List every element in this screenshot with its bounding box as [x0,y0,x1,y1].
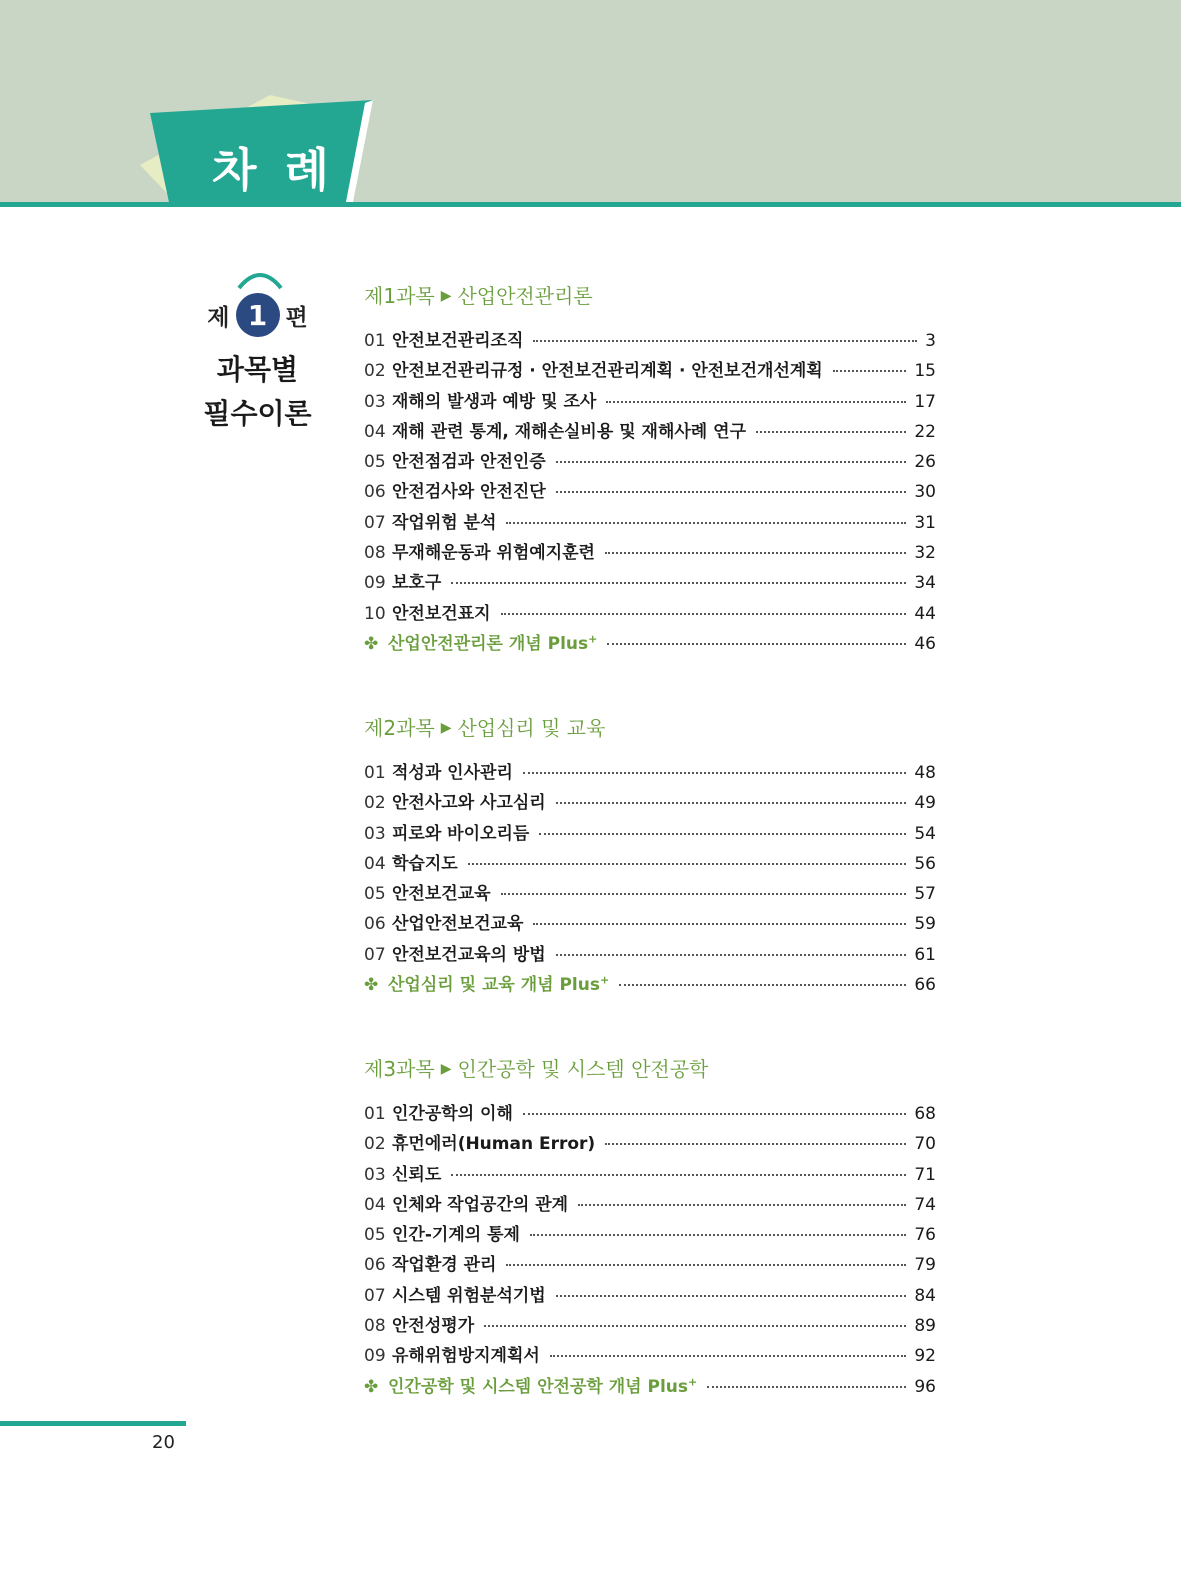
dot-leader [533,923,906,925]
dot-leader [533,340,917,342]
page-title: 차 례 [212,143,335,197]
toc-entry[interactable] [364,758,936,788]
subject-label: 제1과목 [364,284,435,308]
plus-superscript: + [588,632,598,646]
toc-entry[interactable] [364,788,936,818]
clover-icon: ✤ [364,1376,379,1397]
entry-page: 66 [914,975,936,996]
dot-leader [556,461,907,463]
dot-leader [530,1234,906,1236]
entry-page: 31 [914,512,936,533]
entry-number: 05 [364,452,386,473]
plus-label: 산업안전관리론 개념 Plus [388,633,589,654]
entry-number: 06 [364,1255,386,1276]
entry-number: 03 [364,1164,386,1185]
entry-page: 44 [914,603,936,624]
entry-page: 34 [914,573,936,594]
entry-number: 05 [364,884,386,905]
entry-page: 32 [914,543,936,564]
toc-entry-plus[interactable] [364,1372,936,1402]
entry-label: 인체와 작업공간의 관계 [392,1194,569,1215]
entry-page: 15 [914,361,936,382]
triangle-right-icon: ▶ [440,1061,452,1077]
entry-number: 02 [364,793,386,814]
toc-entry[interactable] [364,879,936,909]
entry-label: 안전사고와 사고심리 [392,793,546,814]
entry-label: 작업환경 관리 [392,1255,497,1276]
dot-leader [506,522,906,524]
toc-list [364,326,936,659]
entry-label: 학습지도 [392,853,458,874]
entry-number: 01 [364,1104,386,1124]
toc-section-2 [364,712,936,1000]
toc-entry-plus[interactable] [364,970,936,1000]
triangle-right-icon: ▶ [440,720,452,736]
entry-page: 70 [914,1134,936,1155]
entry-label: 안전보건표지 [392,603,491,624]
entry-number: 07 [364,944,386,965]
entry-number: 08 [364,1316,386,1337]
entry-number: 03 [364,391,386,412]
subject-name: 인간공학 및 시스템 안전공학 [457,1057,709,1081]
toc-section-1 [364,280,936,659]
subject-name: 산업심리 및 교육 [457,716,606,740]
dot-leader [707,1386,906,1388]
toc-entry[interactable] [364,387,936,417]
toc-entry[interactable] [364,1129,936,1159]
header-divider [0,202,1181,207]
entry-page: 56 [914,853,936,874]
entry-page: 84 [914,1285,936,1306]
toc-entry[interactable] [364,1190,936,1220]
entry-label: 안전보건교육 [392,884,491,905]
entry-number: 05 [364,1225,386,1246]
clover-icon: ✤ [364,633,379,654]
toc-entry[interactable] [364,326,936,356]
entry-number: 09 [364,573,386,594]
plus-superscript: + [599,973,610,987]
entry-page: 71 [914,1164,936,1185]
dot-leader [607,643,906,645]
entry-label: 보호구 [392,573,442,594]
entry-number: 09 [364,1346,386,1367]
part-title-line2: 필수이론 [203,397,312,430]
entry-label: 안전보건관리조직 [392,331,524,351]
dot-leader [556,954,907,956]
entry-page: 46 [914,633,936,654]
entry-label: 작업위험 분석 [392,512,497,533]
toc-entry[interactable] [364,356,936,386]
plus-label: 산업심리 및 교육 개념 Plus [388,975,600,996]
entry-label [388,629,597,654]
entry-page: 96 [914,1376,936,1397]
entry-label: 안전검사와 안전진단 [392,482,546,503]
toc-entry[interactable] [364,447,936,477]
toc-entry[interactable] [364,1160,936,1190]
entry-number: 06 [364,482,386,503]
footer-divider [0,1421,186,1426]
entry-page: 3 [925,331,936,351]
toc-entry[interactable] [364,909,936,939]
dot-leader [605,552,906,554]
section-heading [364,712,936,744]
entry-number: 04 [364,1194,386,1215]
toc-entry[interactable] [364,508,936,538]
dot-leader [451,582,906,584]
toc-entry[interactable] [364,1220,936,1250]
entry-page: 74 [914,1194,936,1215]
entry-page: 61 [914,944,936,965]
entry-page: 30 [914,482,936,503]
toc-entry[interactable] [364,538,936,568]
dot-leader [468,863,907,865]
toc-entry-plus[interactable] [364,629,936,659]
entry-label: 적성과 인사관리 [392,763,513,783]
dot-leader [550,1355,907,1357]
dot-leader [605,1143,906,1145]
entry-page: 89 [914,1316,936,1337]
entry-number: 02 [364,1134,386,1155]
entry-number: 07 [364,512,386,533]
entry-label: 무재해운동과 위험예지훈련 [392,543,595,564]
entry-page: 49 [914,793,936,814]
entry-number: 07 [364,1285,386,1306]
toc-section-3 [364,1053,936,1402]
toc-entry[interactable] [364,568,936,598]
dot-leader [578,1204,906,1206]
part-number-badge: 1 [236,293,280,337]
dot-leader [484,1325,906,1327]
entry-number: 04 [364,853,386,874]
arc-decoration [235,268,285,290]
entry-number: 10 [364,603,386,624]
section-heading [364,280,936,312]
entry-label: 휴먼에러(Human Error) [392,1134,596,1155]
triangle-right-icon: ▶ [440,288,452,304]
dot-leader [451,1174,906,1176]
entry-page: 68 [914,1104,936,1124]
entry-page: 22 [914,421,936,442]
entry-page: 26 [914,452,936,473]
part-suffix: 편 [285,304,308,331]
toc-entry[interactable] [364,599,936,629]
toc-entry[interactable] [364,1099,936,1129]
subject-label: 제3과목 [364,1057,435,1081]
entry-page: 79 [914,1255,936,1276]
part-prefix: 제 [207,304,230,331]
entry-number: 03 [364,823,386,844]
toc-entry[interactable] [364,849,936,879]
subject-label: 제2과목 [364,716,435,740]
entry-label: 안전보건관리규정 · 안전보건관리계획 · 안전보건개선계획 [392,361,823,382]
toc-entry[interactable] [364,1311,936,1341]
dot-leader [523,1113,906,1115]
plus-superscript: + [688,1375,698,1389]
dot-leader [506,1264,906,1266]
entry-label: 재해 관련 통계, 재해손실비용 및 재해사례 연구 [392,421,746,442]
dot-leader [556,491,907,493]
entry-label: 안전성평가 [392,1316,475,1337]
entry-page: 76 [914,1225,936,1246]
entry-label: 안전점검과 안전인증 [392,452,546,473]
dot-leader [556,1295,907,1297]
dot-leader [501,893,907,895]
toc-entry[interactable] [364,1281,936,1311]
section-heading [364,1053,936,1085]
plus-label: 인간공학 및 시스템 안전공학 개념 Plus [388,1376,689,1397]
entry-number: 02 [364,361,386,382]
entry-label: 신뢰도 [392,1164,442,1185]
entry-page: 57 [914,884,936,905]
toc-list [364,758,936,1000]
entry-label [388,970,609,995]
entry-label [388,1372,697,1397]
part-title-line1: 과목별 [216,353,299,386]
dot-leader [619,984,906,986]
entry-number: 08 [364,543,386,564]
entry-label: 재해의 발생과 예방 및 조사 [392,391,597,412]
entry-page: 17 [914,391,936,412]
entry-page: 59 [914,914,936,935]
entry-label: 인간-기계의 통제 [392,1225,520,1246]
part-title [190,348,325,436]
entry-label: 인간공학의 이해 [392,1104,513,1124]
dot-leader [523,772,906,774]
entry-page: 54 [914,823,936,844]
entry-label: 피로와 바이오리듬 [392,823,530,844]
entry-label: 시스템 위험분석기법 [392,1285,546,1306]
dot-leader [539,833,906,835]
entry-number: 01 [364,331,386,351]
dot-leader [833,370,907,372]
page-number: 20 [152,1432,175,1453]
entry-number: 04 [364,421,386,442]
dot-leader [556,802,907,804]
entry-page: 92 [914,1346,936,1367]
entry-label: 안전보건교육의 방법 [392,944,546,965]
dot-leader [501,613,907,615]
entry-label: 유해위험방지계획서 [392,1346,540,1367]
entry-number: 01 [364,763,386,783]
toc-entry[interactable] [364,417,936,447]
toc-entry[interactable] [364,1250,936,1280]
toc-entry[interactable] [364,1341,936,1371]
entry-label: 산업안전보건교육 [392,914,524,935]
entry-number: 06 [364,914,386,935]
toc-entry[interactable] [364,819,936,849]
toc-entry[interactable] [364,477,936,507]
entry-page: 48 [914,763,936,783]
subject-name: 산업안전관리론 [457,284,593,308]
clover-icon: ✤ [364,975,379,996]
dot-leader [756,431,906,433]
toc-entry[interactable] [364,940,936,970]
dot-leader [606,401,906,403]
toc-list [364,1099,936,1402]
